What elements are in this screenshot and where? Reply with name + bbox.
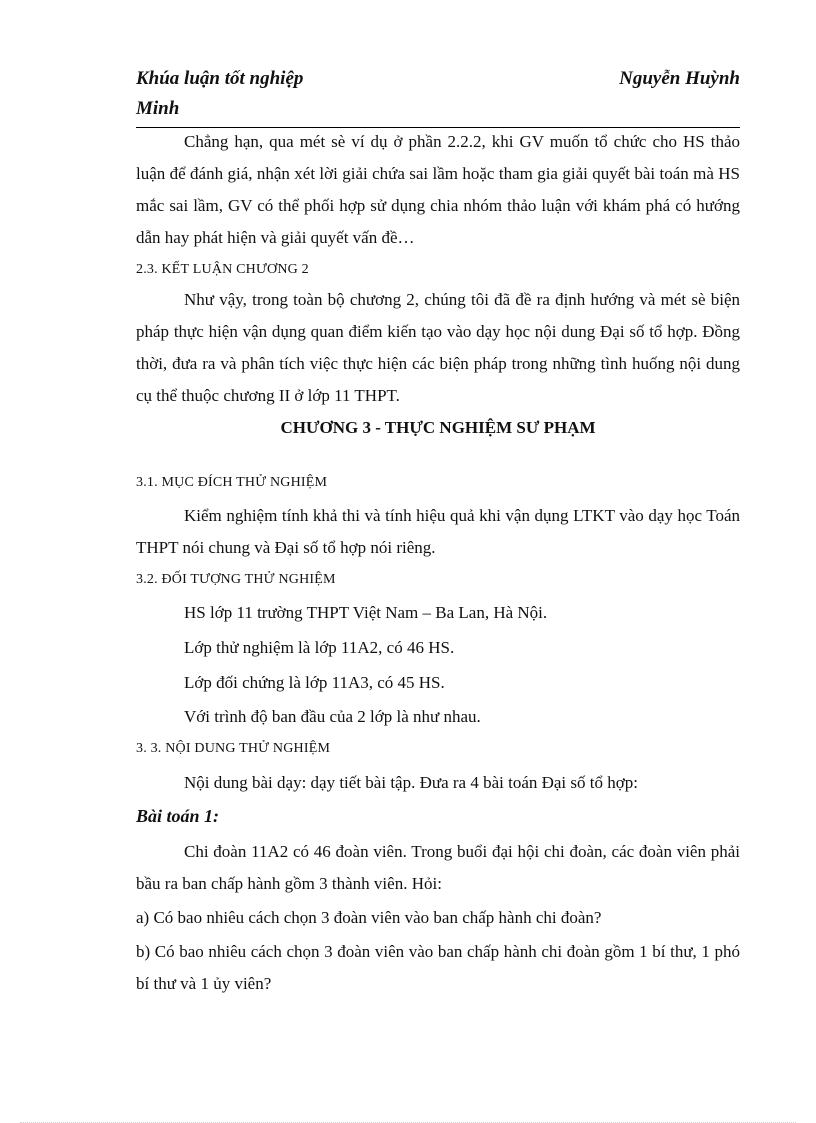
conclusion-paragraph: Như vậy, trong toàn bộ chương 2, chúng tôi đã đề ra định hướng và mét sè biện pháp thực hiện vận dụng quan điểm kiến tạo vào dạy học nội dung Đại số tổ hợp. Đồng thời, đưa ra và phân tích việc thực hiện các biện pháp trong những tình huống nội dung cụ thể thuộc chương II ở lớp 11 THPT. (136, 290, 740, 405)
problem-part-a: a) Có bao nhiêu cách chọn 3 đoàn viên vào ban chấp hành chi đoàn? (136, 908, 602, 927)
purpose-paragraph: Kiểm nghiệm tính khả thi và tính hiệu quả khi vận dụng LTKT vào dạy học Toán THPT nói chung và Đại số tổ hợp nói riêng. (136, 506, 740, 557)
subject-line: Với trình độ ban đầu của 2 lớp là như nhau. (184, 707, 481, 726)
header-author-continued: Minh (136, 98, 180, 119)
header-title: Khúa luận tốt nghiệp (136, 68, 304, 89)
section-heading-3-2: 3.2. ĐỐI TƯỢNG THỬ NGHIỆM (136, 572, 336, 587)
section-heading-3-3: 3. 3. NỘI DUNG THỬ NGHIỆM (136, 741, 331, 756)
problem-title: Bài toán 1: (136, 806, 220, 826)
problem-part-b: b) Có bao nhiêu cách chọn 3 đoàn viên vào ban chấp hành chi đoàn gồm 1 bí thư, 1 phó bí thư và 1 ủy viên? (136, 942, 740, 993)
section-heading-2-3: 2.3. KẾT LUẬN CHƯƠNG 2 (136, 262, 309, 277)
header-author: Nguyễn Huỳnh (619, 68, 740, 89)
section-heading-3-1: 3.1. MỤC ĐÍCH THỬ NGHIỆM (136, 475, 328, 490)
intro-paragraph: Chẳng hạn, qua mét sè ví dụ ở phần 2.2.2, khi GV muốn tổ chức cho HS thảo luận để đánh giá, nhận xét lời giải chứa sai lầm hoặc tham gia giải quyết bài toán mà HS mắc sai lầm, GV có thể phối hợp sử dụng chia nhóm thảo luận với khám phá có hướng dẫn hay phát hiện và giải quyết vấn đề… (136, 132, 740, 247)
subject-line: HS lớp 11 trường THPT Việt Nam – Ba Lan, Hà Nội. (184, 603, 548, 622)
content-line: Nội dung bài dạy: dạy tiết bài tập. Đưa ra 4 bài toán Đại số tổ hợp: (184, 773, 638, 792)
chapter-title: CHƯƠNG 3 - THỰC NGHIỆM SƯ PHẠM (280, 418, 596, 437)
subject-line: Lớp thử nghiệm là lớp 11A2, có 46 HS. (184, 638, 455, 657)
problem-paragraph: Chi đoàn 11A2 có 46 đoàn viên. Trong buổi đại hội chi đoàn, các đoàn viên phải bầu ra ban chấp hành gồm 3 thành viên. Hỏi: (136, 842, 740, 893)
subject-line: Lớp đối chứng là lớp 11A3, có 45 HS. (184, 673, 445, 692)
